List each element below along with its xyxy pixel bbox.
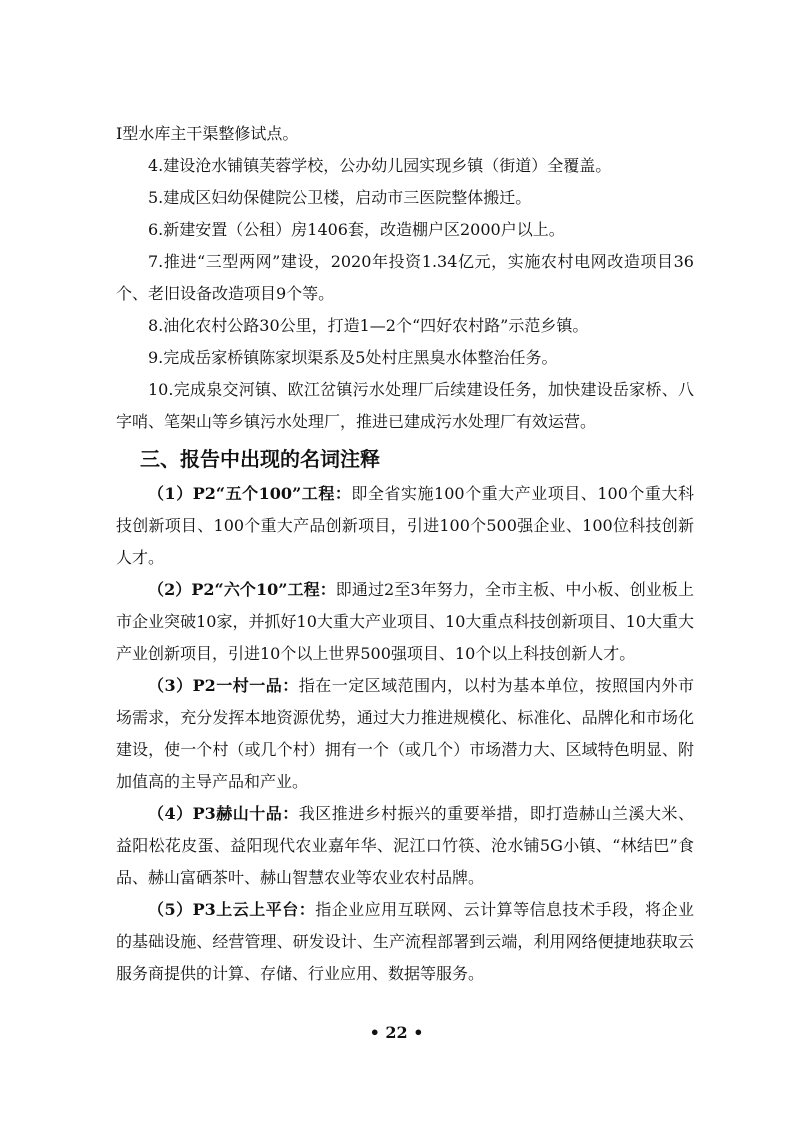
glossary-definition: 即通过2至3年努力，全市主板、中小板、创业板上市企业突破10家，并抓好10大重大产业项目、10大重点科技创新项目、10大重大产业创新项目，引进10个以上世界500强项目、10个以上科技创新人才。 bbox=[116, 580, 694, 663]
list-item: 4.建设沧水铺镇芙蓉学校，公办幼儿园实现乡镇（街道）全覆盖。 bbox=[148, 156, 612, 175]
glossary-term: （2）P2“六个10”工程： bbox=[148, 580, 336, 599]
glossary-term: （4）P3赫山十品： bbox=[148, 804, 299, 823]
list-item: 8.油化农村公路30公里，打造1—2个“四好农村路”示范乡镇。 bbox=[148, 316, 589, 335]
glossary-term: （5）P3上云上平台： bbox=[148, 900, 316, 919]
page-number: • 22 • bbox=[369, 1023, 424, 1042]
document-body bbox=[116, 118, 694, 990]
list-item: 5.建成区妇幼保健院公卫楼，启动市三医院整体搬迁。 bbox=[148, 188, 532, 207]
glossary-definition: 我区推进乡村振兴的重要举措，即打造赫山兰溪大米、益阳松花皮蛋、益阳现代农业嘉年华、泥江口竹筷、沧水铺5G小镇、“林结巴”食品、赫山富硒茶叶、赫山智慧农业等农业农村品牌。 bbox=[116, 804, 694, 887]
list-item: 10.完成泉交河镇、欧江岔镇污水处理厂后续建设任务，加快建设岳家桥、八字哨、笔架山等乡镇污水处理厂，推进已建成污水处理厂有效运营。 bbox=[116, 380, 694, 431]
list-item: 7.推进“三型两网”建设，2020年投资1.34亿元，实施农村电网改造项目36个、老旧设备改造项目9个等。 bbox=[116, 252, 694, 303]
glossary-definition: 即全省实施100个重大产业项目、100个重大科技创新项目、100个重大产品创新项目，引进100个500强企业、100位科技创新人才。 bbox=[116, 484, 694, 567]
glossary-entry bbox=[116, 798, 694, 894]
glossary-term: （1）P2“五个100”工程： bbox=[148, 484, 352, 503]
glossary-definition: 指企业应用互联网、云计算等信息技术手段，将企业的基础设施、经营管理、研发设计、生产流程部署到云端，利用网络便捷地获取云服务商提供的计算、存储、行业应用、数据等服务。 bbox=[116, 900, 694, 983]
glossary-term: （3）P2一村一品： bbox=[148, 676, 299, 695]
list-item: 9.完成岳家桥镇陈家坝渠系及5处村庄黑臭水体整治任务。 bbox=[148, 348, 558, 367]
glossary-entry bbox=[116, 478, 694, 574]
section-heading: 三、报告中出现的名词注释 bbox=[140, 447, 380, 471]
glossary-entry bbox=[116, 670, 694, 798]
list-item: 6.新建安置（公租）房1406套，改造棚户区2000户以上。 bbox=[148, 220, 565, 239]
carry-over-line: Ⅰ型水库主干渠整修试点。 bbox=[116, 124, 299, 143]
glossary-entry bbox=[116, 574, 694, 670]
glossary-entry bbox=[116, 894, 694, 990]
glossary-definition: 指在一定区域范围内，以村为基本单位，按照国内外市场需求，充分发挥本地资源优势，通过大力推进规模化、标准化、品牌化和市场化建设，使一个村（或几个村）拥有一个（或几个）市场潜力大、区域特色明显、附加值高的主导产品和产业。 bbox=[116, 676, 694, 791]
